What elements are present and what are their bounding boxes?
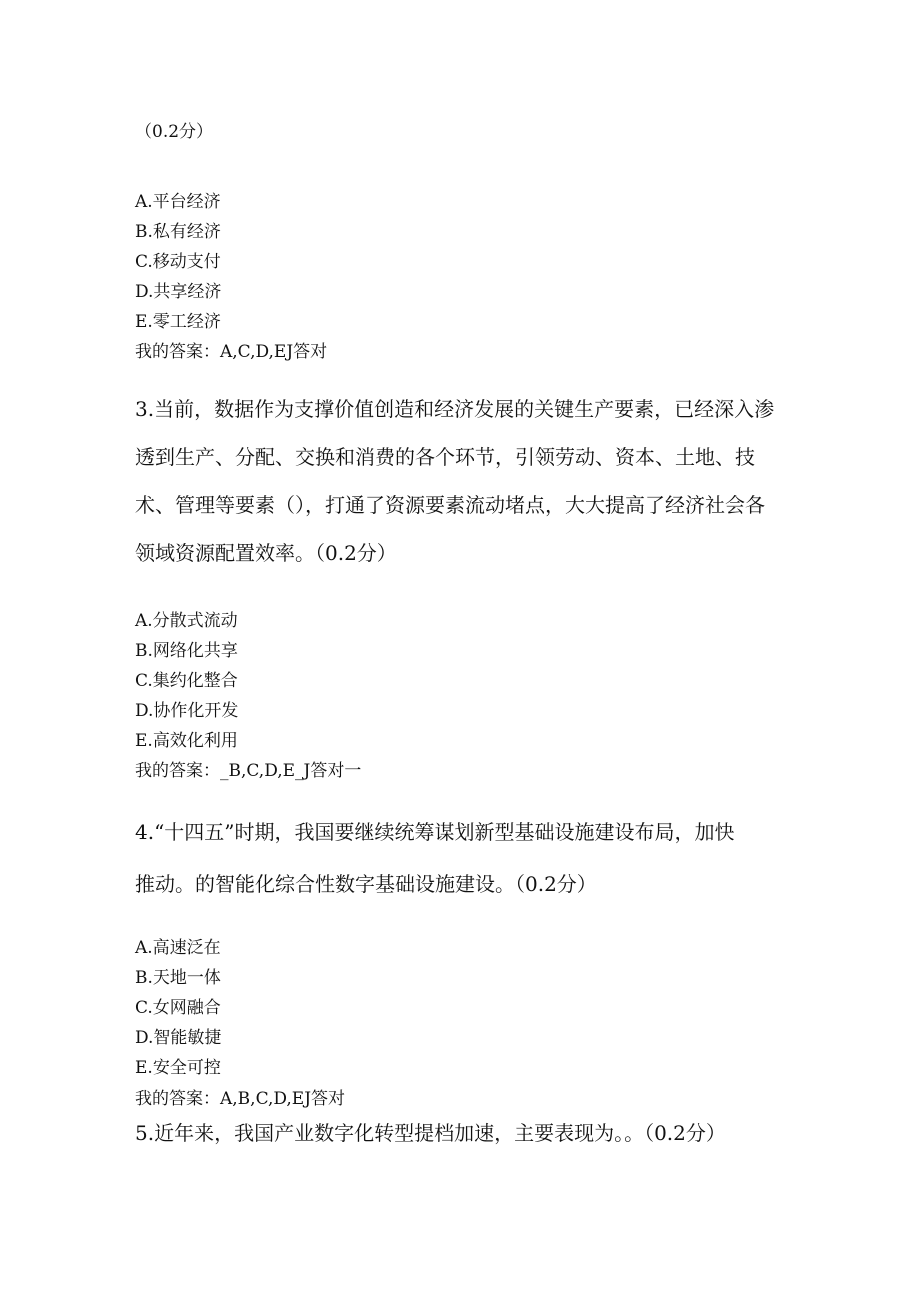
q2-option-a: A.平台经济 bbox=[135, 192, 221, 212]
q3-text-line-4: 领域资源配置效率。（0.2分） bbox=[135, 541, 397, 565]
q4-option-c: C.女网融合 bbox=[135, 998, 221, 1018]
q5-text-line-1: 5.近年来，我国产业数字化转型提档加速，主要表现为。。（0.2分） bbox=[135, 1121, 726, 1145]
q2-option-e: E.零工经济 bbox=[135, 312, 221, 332]
q3-option-e: E.高效化利用 bbox=[135, 731, 238, 751]
q4-text-line-1: 4.“十四五”时期，我国要继续统筹谋划新型基础设施建设布局，加快 bbox=[135, 820, 735, 844]
q3-option-d: D.协作化开发 bbox=[135, 701, 239, 721]
q3-option-c: C.集约化整合 bbox=[135, 671, 238, 691]
q3-text-line-3: 术、管理等要素（），打通了资源要素流动堵点，大大提高了经济社会各 bbox=[135, 493, 765, 517]
q3-answer: 我的答案：_B,C,D,E_J答对一 bbox=[135, 761, 362, 781]
q4-option-e: E.安全可控 bbox=[135, 1058, 221, 1078]
q2-score: （0.2分） bbox=[135, 122, 214, 142]
q4-answer: 我的答案：A,B,C,D,EJ答对 bbox=[135, 1089, 346, 1109]
q3-text-line-1: 3.当前，数据作为支撑价值创造和经济发展的关键生产要素，已经深入渗 bbox=[135, 397, 775, 421]
q4-option-a: A.高速泛在 bbox=[135, 938, 221, 958]
q2-answer: 我的答案：A,C,D,EJ答对 bbox=[135, 342, 328, 362]
q4-option-d: D.智能敏捷 bbox=[135, 1028, 222, 1048]
q3-option-b: B.网络化共享 bbox=[135, 641, 238, 661]
q2-option-d: D.共享经济 bbox=[135, 282, 222, 302]
q2-option-b: B.私有经济 bbox=[135, 222, 221, 242]
q4-option-b: B.天地一体 bbox=[135, 968, 221, 988]
q4-text-line-2: 推动。的智能化综合性数字基础设施建设。（0.2分） bbox=[135, 872, 597, 896]
q3-text-line-2: 透到生产、分配、交换和消费的各个环节，引领劳动、资本、土地、技 bbox=[135, 445, 755, 469]
q3-option-a: A.分散式流动 bbox=[135, 611, 238, 631]
q2-option-c: C.移动支付 bbox=[135, 252, 221, 272]
